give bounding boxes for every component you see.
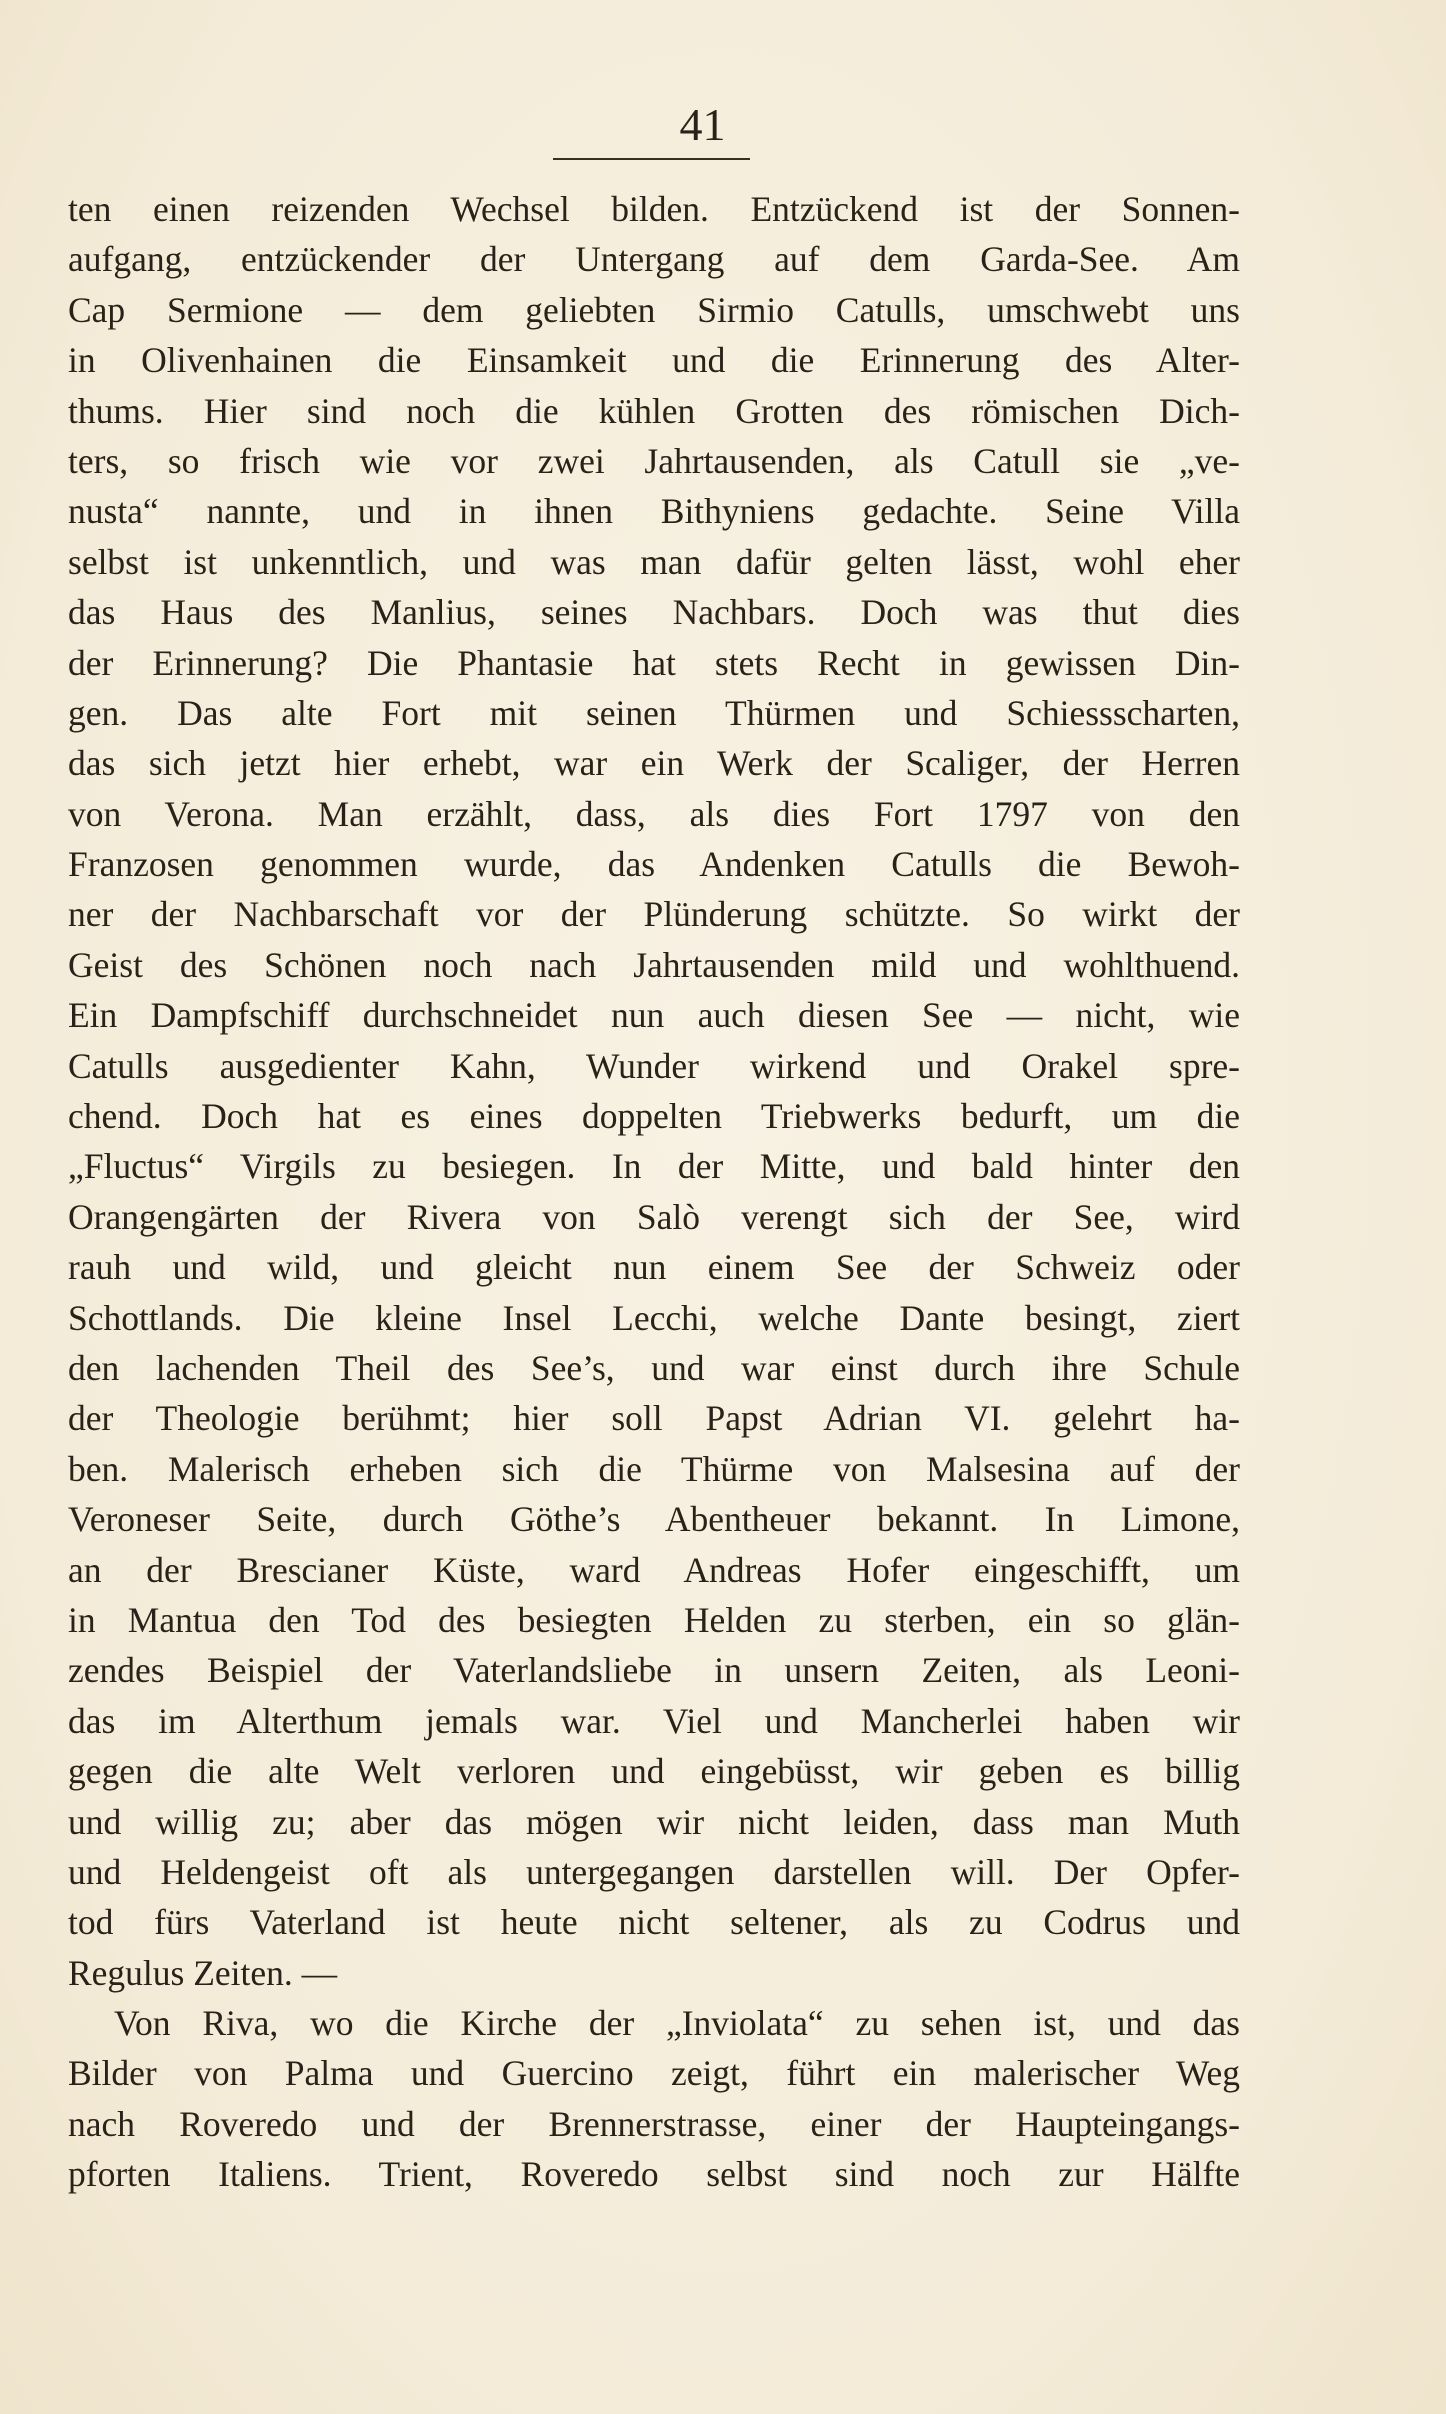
text-line: ters, so frisch wie vor zwei Jahrtausenden, als Catull sie „ve- xyxy=(68,440,1240,481)
text-line: an der Brescianer Küste, ward Andreas Hofer eingeschifft, um xyxy=(68,1549,1240,1590)
body-text xyxy=(68,184,1240,2200)
text-line: das im Alterthum jemals war. Viel und Mancherlei haben wir xyxy=(68,1700,1240,1741)
text-line: „Fluctus“ Virgils zu besiegen. In der Mitte, und bald hinter den xyxy=(68,1146,1240,1187)
text-line: chend. Doch hat es eines doppelten Triebwerks bedurft, um die xyxy=(68,1096,1240,1137)
text-line: ten einen reizenden Wechsel bilden. Entzückend ist der Sonnen- xyxy=(68,189,1240,229)
paragraph-end-line: Regulus Zeiten. — xyxy=(68,1952,338,1993)
text-line: ner der Nachbarschaft vor der Plünderung schützte. So wirkt der xyxy=(68,894,1240,935)
text-line: Cap Sermione — dem geliebten Sirmio Catulls, umschwebt uns xyxy=(68,289,1240,330)
text-line: gen. Das alte Fort mit seinen Thürmen und Schiessscharten, xyxy=(68,692,1240,733)
text-line: Catulls ausgedienter Kahn, Wunder wirkend und Orakel spre- xyxy=(68,1045,1240,1086)
text-line: von Verona. Man erzählt, dass, als dies Fort 1797 von den xyxy=(68,793,1240,834)
text-line: Bilder von Palma und Guercino zeigt, führt ein malerischer Weg xyxy=(68,2053,1240,2094)
text-line: und willig zu; aber das mögen wir nicht leiden, dass man Muth xyxy=(68,1801,1240,1842)
text-line: tod fürs Vaterland ist heute nicht seltener, als zu Codrus und xyxy=(68,1902,1240,1943)
header-rule xyxy=(553,158,750,160)
text-line: Ein Dampfschiff durchschneidet nun auch diesen See — nicht, wie xyxy=(68,995,1240,1036)
text-line: aufgang, entzückender der Untergang auf dem Garda-See. Am xyxy=(68,239,1240,280)
text-line: den lachenden Theil des See’s, und war einst durch ihre Schule xyxy=(68,1347,1240,1388)
text-line: pforten Italiens. Trient, Roveredo selbst sind noch zur Hälfte xyxy=(68,2154,1240,2195)
text-line: Veroneser Seite, durch Göthe’s Abentheuer bekannt. In Limone, xyxy=(68,1499,1240,1540)
text-line: Franzosen genommen wurde, das Andenken Catulls die Bewoh- xyxy=(68,844,1240,885)
text-line: und Heldengeist oft als untergegangen darstellen will. Der Opfer- xyxy=(68,1851,1240,1892)
text-line: thums. Hier sind noch die kühlen Grotten des römischen Dich- xyxy=(68,390,1240,431)
paragraph-start-line: Von Riva, wo die Kirche der „Inviolata“ zu sehen ist, und das xyxy=(114,2003,1240,2044)
text-line: nach Roveredo und der Brennerstrasse, einer der Haupteingangs- xyxy=(68,2103,1240,2144)
text-line: das Haus des Manlius, seines Nachbars. Doch was thut dies xyxy=(68,592,1240,633)
text-line: in Olivenhainen die Einsamkeit und die Erinnerung des Alter- xyxy=(68,340,1240,381)
text-line: in Mantua den Tod des besiegten Helden zu sterben, ein so glän- xyxy=(68,1599,1240,1640)
text-line: der Erinnerung? Die Phantasie hat stets Recht in gewissen Din- xyxy=(68,642,1240,683)
text-line: gegen die alte Welt verloren und eingebüsst, wir geben es billig xyxy=(68,1751,1240,1792)
text-line: zendes Beispiel der Vaterlandsliebe in unsern Zeiten, als Leoni- xyxy=(68,1650,1240,1691)
text-line: ben. Malerisch erheben sich die Thürme von Malsesina auf der xyxy=(68,1448,1240,1489)
text-line: Schottlands. Die kleine Insel Lecchi, welche Dante besingt, ziert xyxy=(68,1297,1240,1338)
page-number: 41 xyxy=(679,99,726,150)
text-line: das sich jetzt hier erhebt, war ein Werk der Scaliger, der Herren xyxy=(68,743,1240,784)
text-line: Geist des Schönen noch nach Jahrtausenden mild und wohlthuend. xyxy=(68,944,1240,985)
text-line: nusta“ nannte, und in ihnen Bithyniens gedachte. Seine Villa xyxy=(68,491,1240,532)
text-line: rauh und wild, und gleicht nun einem See der Schweiz oder xyxy=(68,1247,1240,1288)
text-line: der Theologie berühmt; hier soll Papst Adrian VI. gelehrt ha- xyxy=(68,1398,1240,1439)
text-line: Orangengärten der Rivera von Salò verengt sich der See, wird xyxy=(68,1196,1240,1237)
text-line: selbst ist unkenntlich, und was man dafür gelten lässt, wohl eher xyxy=(68,541,1240,582)
